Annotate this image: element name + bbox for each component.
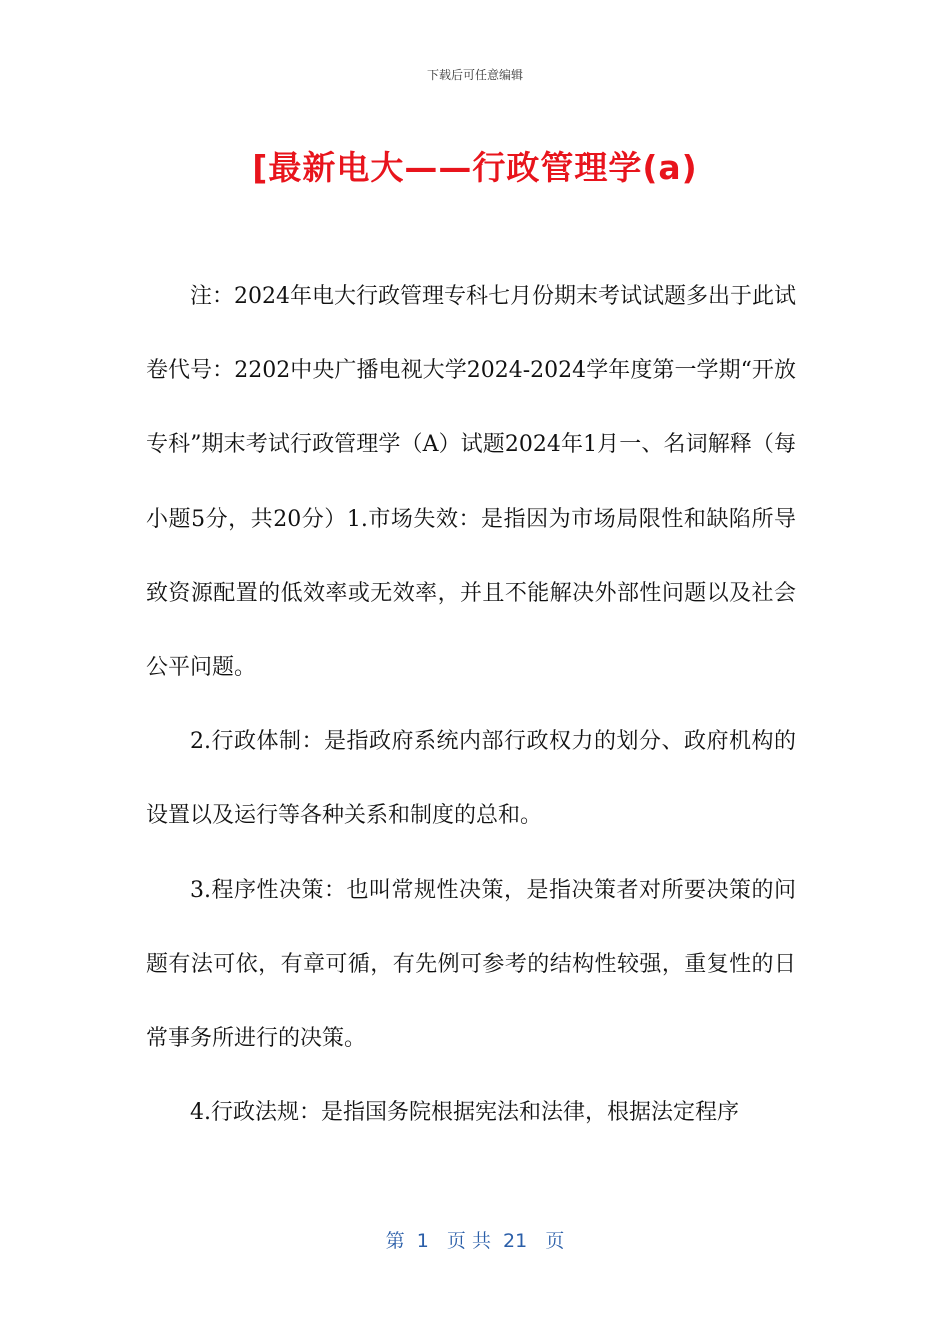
paragraph-intro: 注：2024年电大行政管理专科七月份期末考试试题多出于此试卷代号：2202中央广播电视大学2024-2024学年度第一学期“开放专科”期末考试行政管理学（A）试题2024年1月一、名词解释（每小题5分，共20分）1.市场失效：是指因为市场局限性和缺陷所导致资源配置的低效率或无效率，并且不能解决外部性问题以及社会公平问题。 (146, 284, 796, 681)
page-number-footer: 第 1 页 共 21 页 (385, 1230, 565, 1252)
paragraph-item-3: 3.程序性决策：也叫常规性决策，是指决策者对所要决策的问题有法可依，有章可循，有先例可参考的结构性较强，重复性的日常事务所进行的决策。 (146, 877, 796, 1052)
paragraph-item-2: 2.行政体制：是指政府系统内部行政权力的划分、政府机构的设置以及运行等各种关系和制度的总和。 (146, 729, 796, 829)
document-title: [最新电大——行政管理学(a) (252, 148, 698, 187)
document-body (146, 260, 796, 1150)
header-note: 下载后可任意编辑 (426, 68, 523, 82)
paragraph-item-4: 4.行政法规：是指国务院根据宪法和法律，根据法定程序 (190, 1100, 739, 1126)
